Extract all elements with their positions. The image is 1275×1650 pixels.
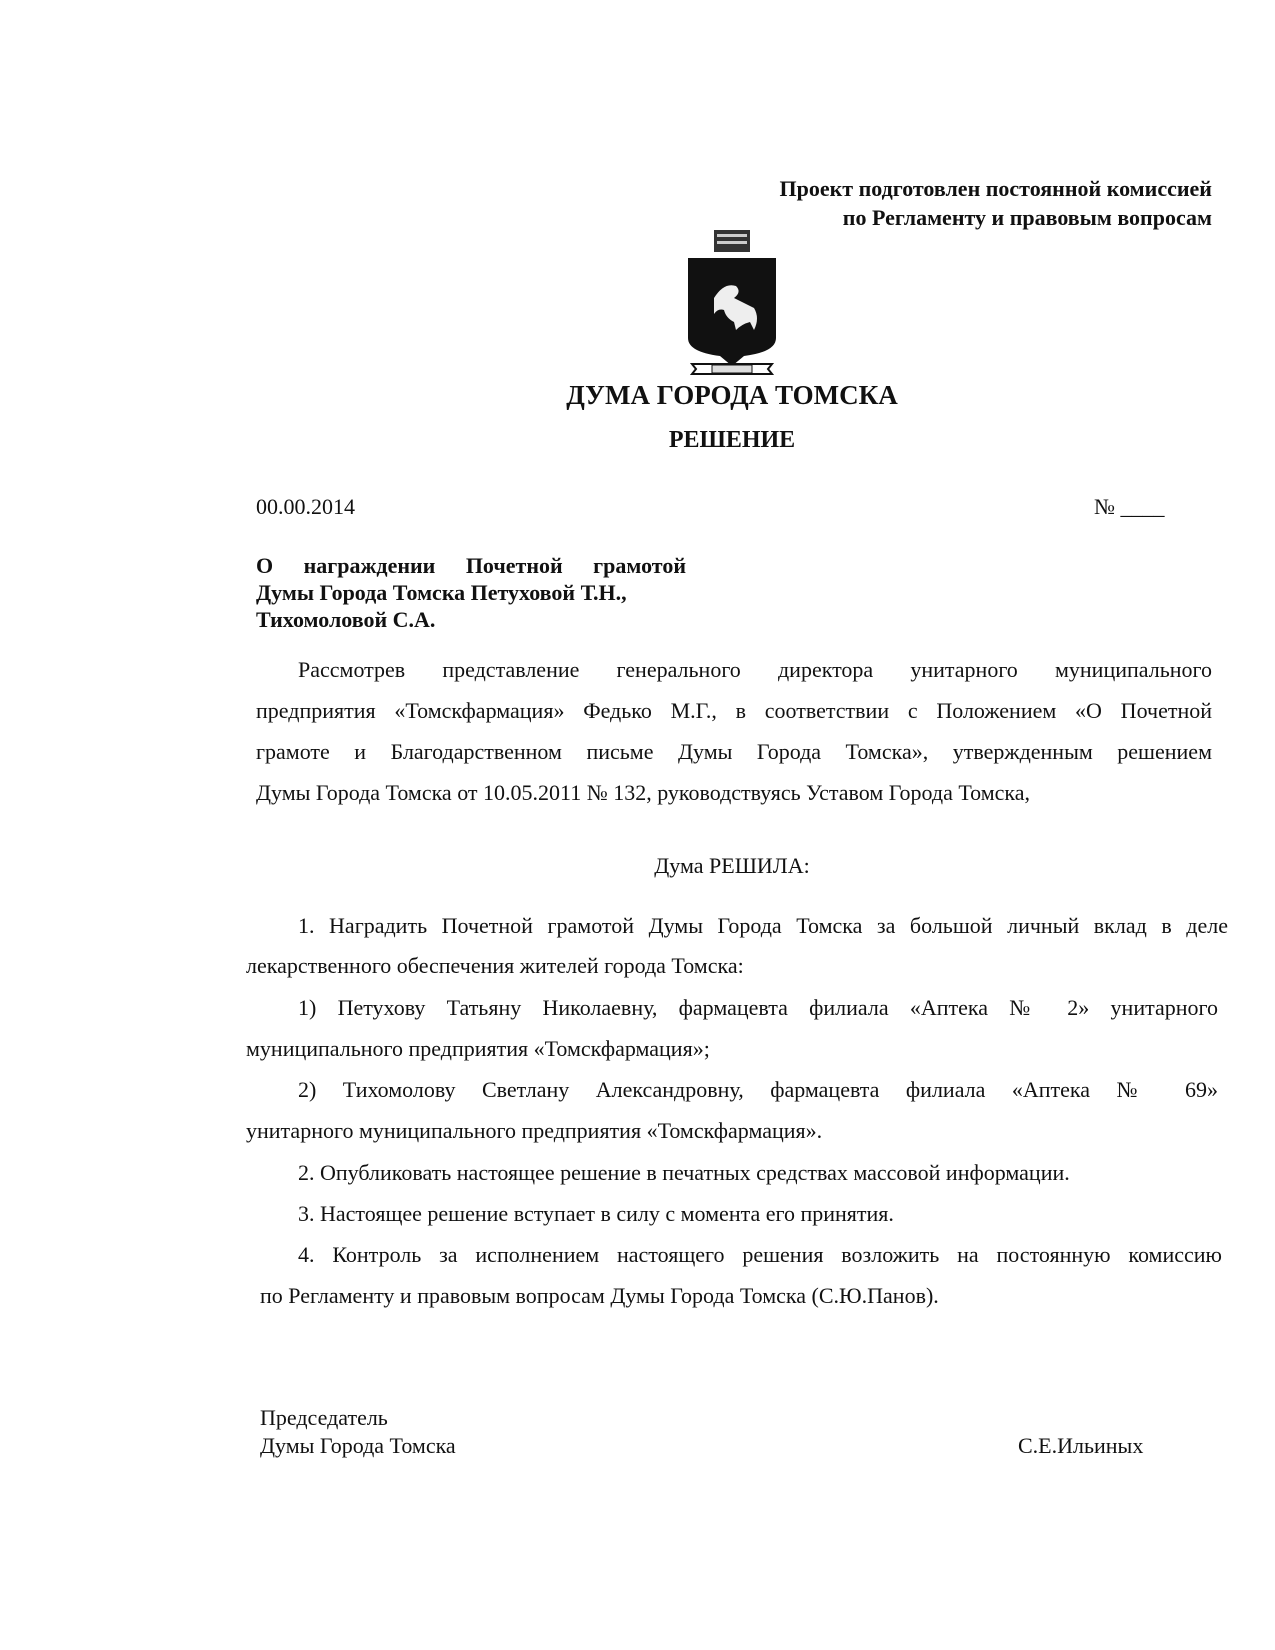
subject-line-3: Тихомоловой С.А. — [256, 607, 436, 632]
subitem-1-line-1: 1) Петухову Татьяну Николаевну, фармацевта филиала «Аптека № 2» унитарного — [298, 995, 1218, 1020]
decision-number: № ____ — [1094, 494, 1165, 519]
subitem-1-line-2: муниципального предприятия «Томскфармация»; — [246, 1036, 710, 1061]
item-1-line-1: 1. Наградить Почетной грамотой Думы Города Томска за большой личный вклад в деле — [298, 913, 1228, 938]
signatory-name: С.Е.Ильиных — [1018, 1433, 1144, 1458]
signature-title-2: Думы Города Томска — [260, 1433, 456, 1458]
preamble-line-3: грамоте и Благодарственном письме Думы Города Томска», утвержденным решением — [256, 739, 1212, 764]
decided-heading: Дума РЕШИЛА: — [654, 853, 810, 878]
document-type: РЕШЕНИЕ — [668, 427, 796, 453]
subitem-2-line-1: 2) Тихомолову Светлану Александровну, фармацевта филиала «Аптека № 69» — [298, 1077, 1218, 1102]
item-4-line-1: 4. Контроль за исполнением настоящего решения возложить на постоянную комиссию — [298, 1242, 1222, 1267]
item-4-line-2: по Регламенту и правовым вопросам Думы Города Томска (С.Ю.Панов). — [260, 1283, 939, 1308]
preamble-line-2: предприятия «Томскфармация» Федько М.Г., в соответствии с Положением «О Почетной — [256, 698, 1212, 723]
prepared-by-line-2: по Регламенту и правовым вопросам — [842, 205, 1212, 230]
preamble-line-1: Рассмотрев представление генерального директора унитарного муниципального — [298, 657, 1212, 682]
organization-title: ДУМА ГОРОДА ТОМСКА — [566, 380, 898, 410]
subject-line-1: О награждении Почетной грамотой — [256, 553, 686, 578]
subitem-2-line-2: унитарного муниципального предприятия «Томскфармация». — [246, 1118, 823, 1143]
coat-of-arms-icon — [684, 226, 780, 378]
item-3: 3. Настоящее решение вступает в силу с момента его принятия. — [298, 1201, 894, 1226]
preamble-line-4: Думы Города Томска от 10.05.2011 № 132, руководствуясь Уставом Города Томска, — [256, 780, 1031, 805]
item-2: 2. Опубликовать настоящее решение в печатных средствах массовой информации. — [298, 1160, 1070, 1185]
prepared-by-line-1: Проект подготовлен постоянной комиссией — [779, 176, 1212, 201]
subject-line-2: Думы Города Томска Петуховой Т.Н., — [256, 580, 627, 605]
decision-date: 00.00.2014 — [256, 494, 355, 519]
signature-title-1: Председатель — [260, 1405, 388, 1430]
item-1-line-2: лекарственного обеспечения жителей города Томска: — [246, 953, 744, 978]
